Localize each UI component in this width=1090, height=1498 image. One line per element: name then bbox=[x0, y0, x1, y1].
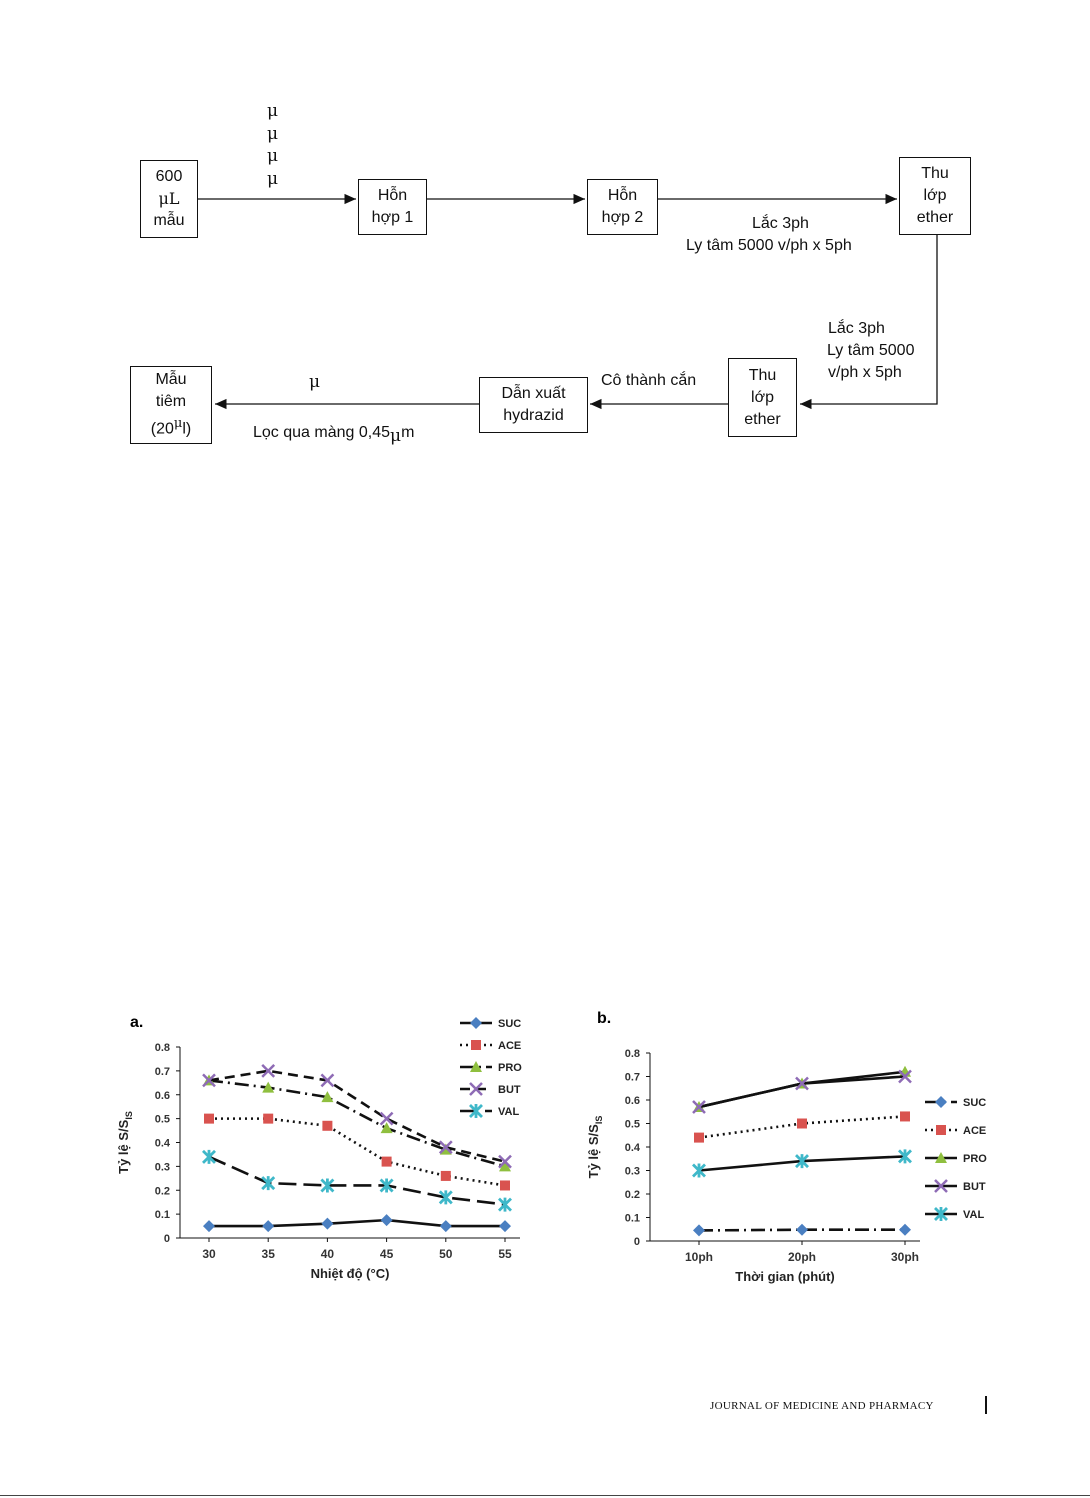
legend-entry bbox=[460, 1017, 521, 1030]
y-tick-label: 0.8 bbox=[624, 1048, 640, 1060]
legend-entry bbox=[460, 1083, 521, 1096]
box-line: 600 bbox=[155, 168, 183, 185]
y-tick-label: 0.4 bbox=[154, 1137, 170, 1150]
y-tick-label: 0.5 bbox=[624, 1118, 640, 1131]
legend-label: PRO bbox=[963, 1153, 987, 1165]
data-point bbox=[440, 1220, 452, 1232]
data-point bbox=[935, 1096, 947, 1108]
footer-divider bbox=[985, 1396, 987, 1414]
box-line: mẫu bbox=[153, 212, 185, 229]
x-tick-label: 30 bbox=[202, 1247, 216, 1261]
box-ether-top bbox=[899, 157, 971, 235]
box-line-volume bbox=[151, 413, 191, 440]
x-tick-label: 35 bbox=[261, 1247, 275, 1261]
box-hydrazid bbox=[479, 377, 588, 433]
legend-label: VAL bbox=[963, 1209, 985, 1221]
filter-unit: m bbox=[401, 424, 415, 441]
label-centrifuge-right-2: v/ph x 5ph bbox=[828, 364, 902, 381]
box-mix1 bbox=[358, 179, 427, 235]
legend-entry bbox=[460, 1040, 521, 1052]
legend-label: BUT bbox=[963, 1181, 986, 1193]
legend-entry bbox=[925, 1125, 986, 1137]
box-sample bbox=[140, 160, 198, 238]
data-point bbox=[470, 1017, 482, 1029]
volume-unit: l) bbox=[182, 420, 192, 438]
y-tick-label: 0.2 bbox=[154, 1185, 170, 1198]
y-tick-label: 0.6 bbox=[624, 1095, 640, 1107]
data-point bbox=[381, 1214, 393, 1226]
data-point bbox=[936, 1125, 946, 1135]
label-evaporate: Cô thành cắn bbox=[601, 372, 697, 389]
box-line: hydrazid bbox=[503, 407, 564, 424]
data-point bbox=[322, 1121, 332, 1131]
mu-symbol: μ bbox=[267, 168, 279, 189]
legend-label: PRO bbox=[498, 1062, 522, 1074]
series-line bbox=[209, 1220, 505, 1226]
x-tick-label: 55 bbox=[498, 1247, 512, 1261]
box-line: lớp bbox=[751, 388, 774, 406]
legend-entry bbox=[925, 1180, 986, 1193]
data-point bbox=[441, 1171, 451, 1181]
data-point bbox=[796, 1224, 808, 1236]
legend-label: ACE bbox=[498, 1040, 522, 1052]
legend-entry bbox=[925, 1207, 984, 1221]
box-line: hợp 1 bbox=[371, 209, 414, 226]
label-centrifuge-top: Ly tâm 5000 v/ph x 5ph bbox=[686, 237, 852, 254]
x-axis-title: Thời gian (phút) bbox=[735, 1269, 835, 1284]
box-line: μL bbox=[158, 189, 180, 208]
box-line: Hỗn bbox=[377, 187, 408, 204]
box-line: lớp bbox=[923, 187, 947, 204]
data-point bbox=[900, 1111, 910, 1121]
y-axis-title: Tỷ lệ $S/S_{IS}$ bbox=[116, 1111, 134, 1174]
box-line: Dẫn xuất bbox=[501, 385, 566, 402]
journal-footer: JOURNAL OF MEDICINE AND PHARMACY bbox=[710, 1400, 934, 1412]
y-tick-label: 0.3 bbox=[154, 1161, 170, 1174]
y-tick-label: 0.3 bbox=[624, 1165, 640, 1178]
data-point bbox=[204, 1114, 214, 1124]
y-tick-label: 0.7 bbox=[624, 1071, 640, 1084]
data-point bbox=[471, 1040, 481, 1050]
legend-entry bbox=[460, 1104, 519, 1118]
data-point bbox=[694, 1133, 704, 1143]
box-line: Hỗn bbox=[607, 187, 638, 204]
y-tick-label: 0.6 bbox=[154, 1089, 170, 1102]
y-axis-title: Tỷ lệ $S/S_{IS}$ bbox=[586, 1115, 604, 1179]
data-point bbox=[797, 1119, 807, 1129]
chart-time bbox=[580, 1005, 1000, 1305]
box-injection bbox=[130, 366, 212, 444]
box-line: ether bbox=[916, 209, 954, 226]
filter-mu: μ bbox=[390, 426, 402, 446]
box-line: Mẫu bbox=[155, 371, 187, 389]
legend-label: SUC bbox=[963, 1097, 987, 1109]
legend-entry bbox=[925, 1096, 986, 1109]
y-axis-title-subscript: IS bbox=[124, 1111, 134, 1120]
page-bottom-rule bbox=[0, 1495, 1090, 1496]
filter-text: Lọc qua màng 0,45 bbox=[253, 424, 390, 441]
series-line bbox=[209, 1071, 505, 1162]
data-point bbox=[499, 1198, 511, 1212]
panel-label: b. bbox=[597, 1010, 612, 1027]
x-tick-label: 20ph bbox=[787, 1250, 817, 1264]
data-point bbox=[203, 1150, 215, 1164]
y-tick-label: 0.8 bbox=[154, 1042, 170, 1054]
label-filter bbox=[253, 421, 414, 444]
legend-label: VAL bbox=[498, 1106, 520, 1118]
data-point bbox=[321, 1218, 333, 1230]
x-tick-label: 40 bbox=[320, 1247, 335, 1261]
y-tick-label: 0.5 bbox=[154, 1113, 170, 1126]
label-mu-small: μ bbox=[309, 372, 321, 392]
box-line: hợp 2 bbox=[601, 209, 644, 226]
legend-label: BUT bbox=[498, 1084, 521, 1096]
series-line bbox=[209, 1080, 505, 1166]
volume-text: (20 bbox=[150, 420, 174, 438]
data-point bbox=[382, 1157, 392, 1167]
x-tick-label: 30ph bbox=[890, 1250, 920, 1264]
label-shake-right: Lắc 3ph bbox=[828, 320, 885, 337]
legend-label: SUC bbox=[498, 1018, 522, 1030]
legend-entry bbox=[925, 1152, 987, 1165]
series-line bbox=[209, 1157, 505, 1205]
data-point bbox=[263, 1114, 273, 1124]
data-point bbox=[693, 1224, 705, 1236]
data-point bbox=[262, 1220, 274, 1232]
mu-symbol: μ bbox=[267, 123, 279, 144]
x-tick-label: 50 bbox=[439, 1247, 453, 1261]
legend-label: ACE bbox=[963, 1125, 987, 1137]
data-point bbox=[899, 1224, 911, 1236]
box-line: Thu bbox=[921, 165, 949, 182]
data-point bbox=[499, 1220, 511, 1232]
box-line: Thu bbox=[748, 366, 777, 384]
chart-temperature bbox=[110, 1005, 540, 1305]
y-tick-label: 0.7 bbox=[154, 1065, 170, 1078]
data-point bbox=[262, 1176, 274, 1190]
series-line bbox=[699, 1072, 905, 1107]
legend-entry bbox=[460, 1061, 522, 1074]
x-tick-label: 45 bbox=[379, 1247, 394, 1261]
box-mix2 bbox=[587, 179, 658, 235]
volume-mu: μ bbox=[173, 416, 183, 432]
box-line: ether bbox=[744, 410, 781, 428]
panel-label: a. bbox=[130, 1014, 144, 1031]
y-axis-title-subscript: IS bbox=[594, 1115, 604, 1125]
data-point bbox=[500, 1180, 510, 1190]
mu-symbol: μ bbox=[267, 146, 279, 166]
y-tick-label: 0.2 bbox=[624, 1189, 640, 1201]
label-centrifuge-right-1: Ly tâm 5000 bbox=[827, 342, 915, 359]
label-shake-top: Lắc 3ph bbox=[752, 215, 809, 232]
series-line bbox=[209, 1119, 505, 1186]
box-ether-bottom bbox=[728, 358, 797, 437]
data-point bbox=[203, 1220, 215, 1232]
y-tick-label: 0.4 bbox=[624, 1142, 640, 1154]
x-axis-title: Nhiệt độ (°C) bbox=[310, 1266, 390, 1281]
mu-symbol: μ bbox=[267, 101, 279, 121]
x-tick-label: 10ph bbox=[684, 1250, 714, 1264]
y-tick-label: 0 bbox=[163, 1233, 170, 1245]
y-tick-label: 0.1 bbox=[624, 1212, 640, 1225]
y-tick-label: 0 bbox=[633, 1236, 640, 1248]
y-tick-label: 0.1 bbox=[154, 1209, 170, 1222]
mu-symbol-list bbox=[267, 100, 278, 190]
box-line: tiêm bbox=[155, 393, 187, 411]
